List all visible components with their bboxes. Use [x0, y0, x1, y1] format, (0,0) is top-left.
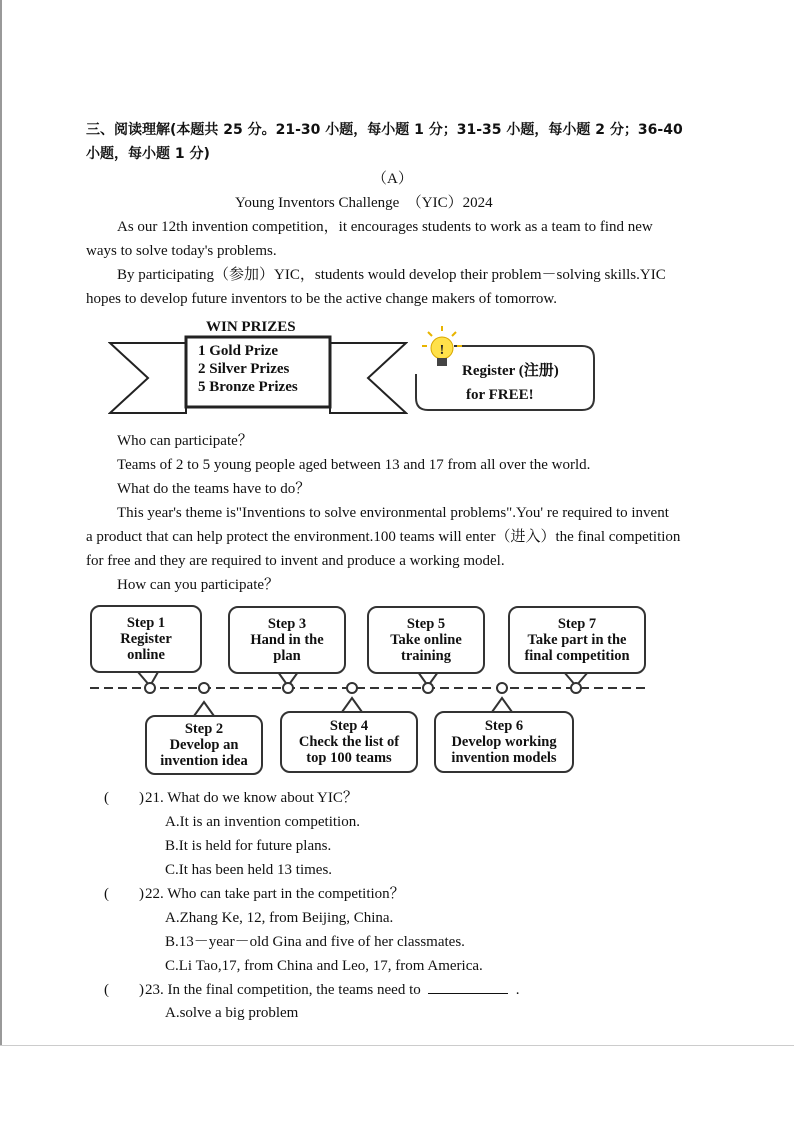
paragraph-line: for free and they are required to invent and produce a working model.: [86, 553, 505, 569]
question-22-stem: 22. Who can take part in the competition？: [145, 886, 405, 902]
question-heading: How can you participate？: [117, 577, 280, 593]
paragraph-line: hopes to develop future inventors to be the active change makers of tomorrow.: [86, 291, 557, 307]
lightbulb-icon: [420, 324, 464, 372]
step-3-box: [228, 606, 346, 674]
step-text: training: [401, 648, 451, 664]
answer-blank[interactable]: ( ): [104, 982, 144, 998]
answer-blank[interactable]: ( ): [104, 790, 144, 806]
step-label: Step 4: [329, 718, 369, 734]
prize-item: 2 Silver Prizes: [198, 361, 290, 377]
step-text: top 100 teams: [306, 750, 392, 766]
question-heading: What do the teams have to do？: [117, 481, 311, 497]
section-heading-line2: 小题，每小题 1 分): [86, 146, 210, 162]
question-23-period: .: [515, 982, 520, 998]
step-text: Check the list of: [298, 734, 400, 750]
step-text: final competition: [524, 648, 630, 664]
step-text: Develop an: [169, 737, 239, 753]
page-bottom-edge: [0, 1045, 794, 1046]
option: C.It has been held 13 times.: [165, 862, 333, 878]
question-23-text: 23. In the final competition, the teams need to: [145, 982, 421, 998]
step-label: Step 5: [406, 616, 446, 632]
step-text: Register: [120, 631, 172, 647]
step-4-box: [280, 711, 418, 773]
step-label: Step 1: [126, 615, 166, 631]
option: A.Zhang Ke, 12, from Beijing, China.: [165, 910, 394, 926]
register-line1: Register (注册): [462, 363, 559, 379]
step-6-box: [434, 711, 574, 773]
option: B.13－year－old Gina and five of her classmates.: [165, 934, 465, 950]
step-text: online: [127, 647, 165, 663]
step-text: Hand in the: [250, 632, 324, 648]
question-heading: Who can participate？: [117, 433, 253, 449]
step-5-box: [367, 606, 485, 674]
paragraph-line: a product that can help protect the environment.100 teams will enter（进入）the final competition: [86, 529, 681, 545]
section-heading-line1: 三、阅读理解(本题共 25 分。21-30 小题，每小题 1 分；31-35 小题，每小题 2 分；36-40: [86, 122, 683, 138]
question-21-stem: 21. What do we know about YIC？: [145, 790, 358, 806]
page-border: [0, 0, 2, 1045]
option: A.It is an invention competition.: [165, 814, 360, 830]
step-text: Take part in the: [527, 632, 627, 648]
step-label: Step 7: [557, 616, 597, 632]
option: C.Li Tao,17, from China and Leo, 17, from America.: [165, 958, 483, 974]
question-23-stem: [145, 981, 520, 999]
answer-blank[interactable]: ( ): [104, 886, 144, 902]
prize-item: 5 Bronze Prizes: [198, 379, 298, 395]
paragraph-line: By participating（参加）YIC，students would develop their problem－solving skills.YIC: [117, 267, 666, 283]
step-2-box: [145, 715, 263, 775]
step-label: Step 2: [184, 721, 224, 737]
prizes-heading: WIN PRIZES: [206, 319, 296, 335]
passage-title: Young Inventors Challenge （YIC）2024: [235, 195, 493, 211]
paragraph-line: As our 12th invention competition，it encourages students to work as a team to find new: [117, 219, 653, 235]
option: A.solve a big problem: [165, 1005, 299, 1021]
paragraph-line: ways to solve today's problems.: [86, 243, 277, 259]
step-text: invention models: [451, 750, 557, 766]
paragraph-line: This year's theme is"Inventions to solve environmental problems".You' re required to invent: [117, 505, 669, 521]
option: B.It is held for future plans.: [165, 838, 332, 854]
step-label: Step 6: [484, 718, 524, 734]
svg-text:!: !: [439, 343, 445, 358]
step-1-box: [90, 605, 202, 673]
step-text: Take online: [390, 632, 462, 648]
step-7-box: [508, 606, 646, 674]
fill-in-blank[interactable]: [428, 981, 508, 994]
paragraph-line: Teams of 2 to 5 young people aged between 13 and 17 from all over the world.: [117, 457, 591, 473]
step-text: plan: [273, 648, 301, 664]
prize-item: 1 Gold Prize: [198, 343, 278, 359]
passage-label: （A）: [372, 171, 413, 187]
register-line2: for FREE!: [466, 387, 534, 403]
step-label: Step 3: [267, 616, 307, 632]
step-text: Develop working: [451, 734, 557, 750]
step-text: invention idea: [160, 753, 248, 769]
